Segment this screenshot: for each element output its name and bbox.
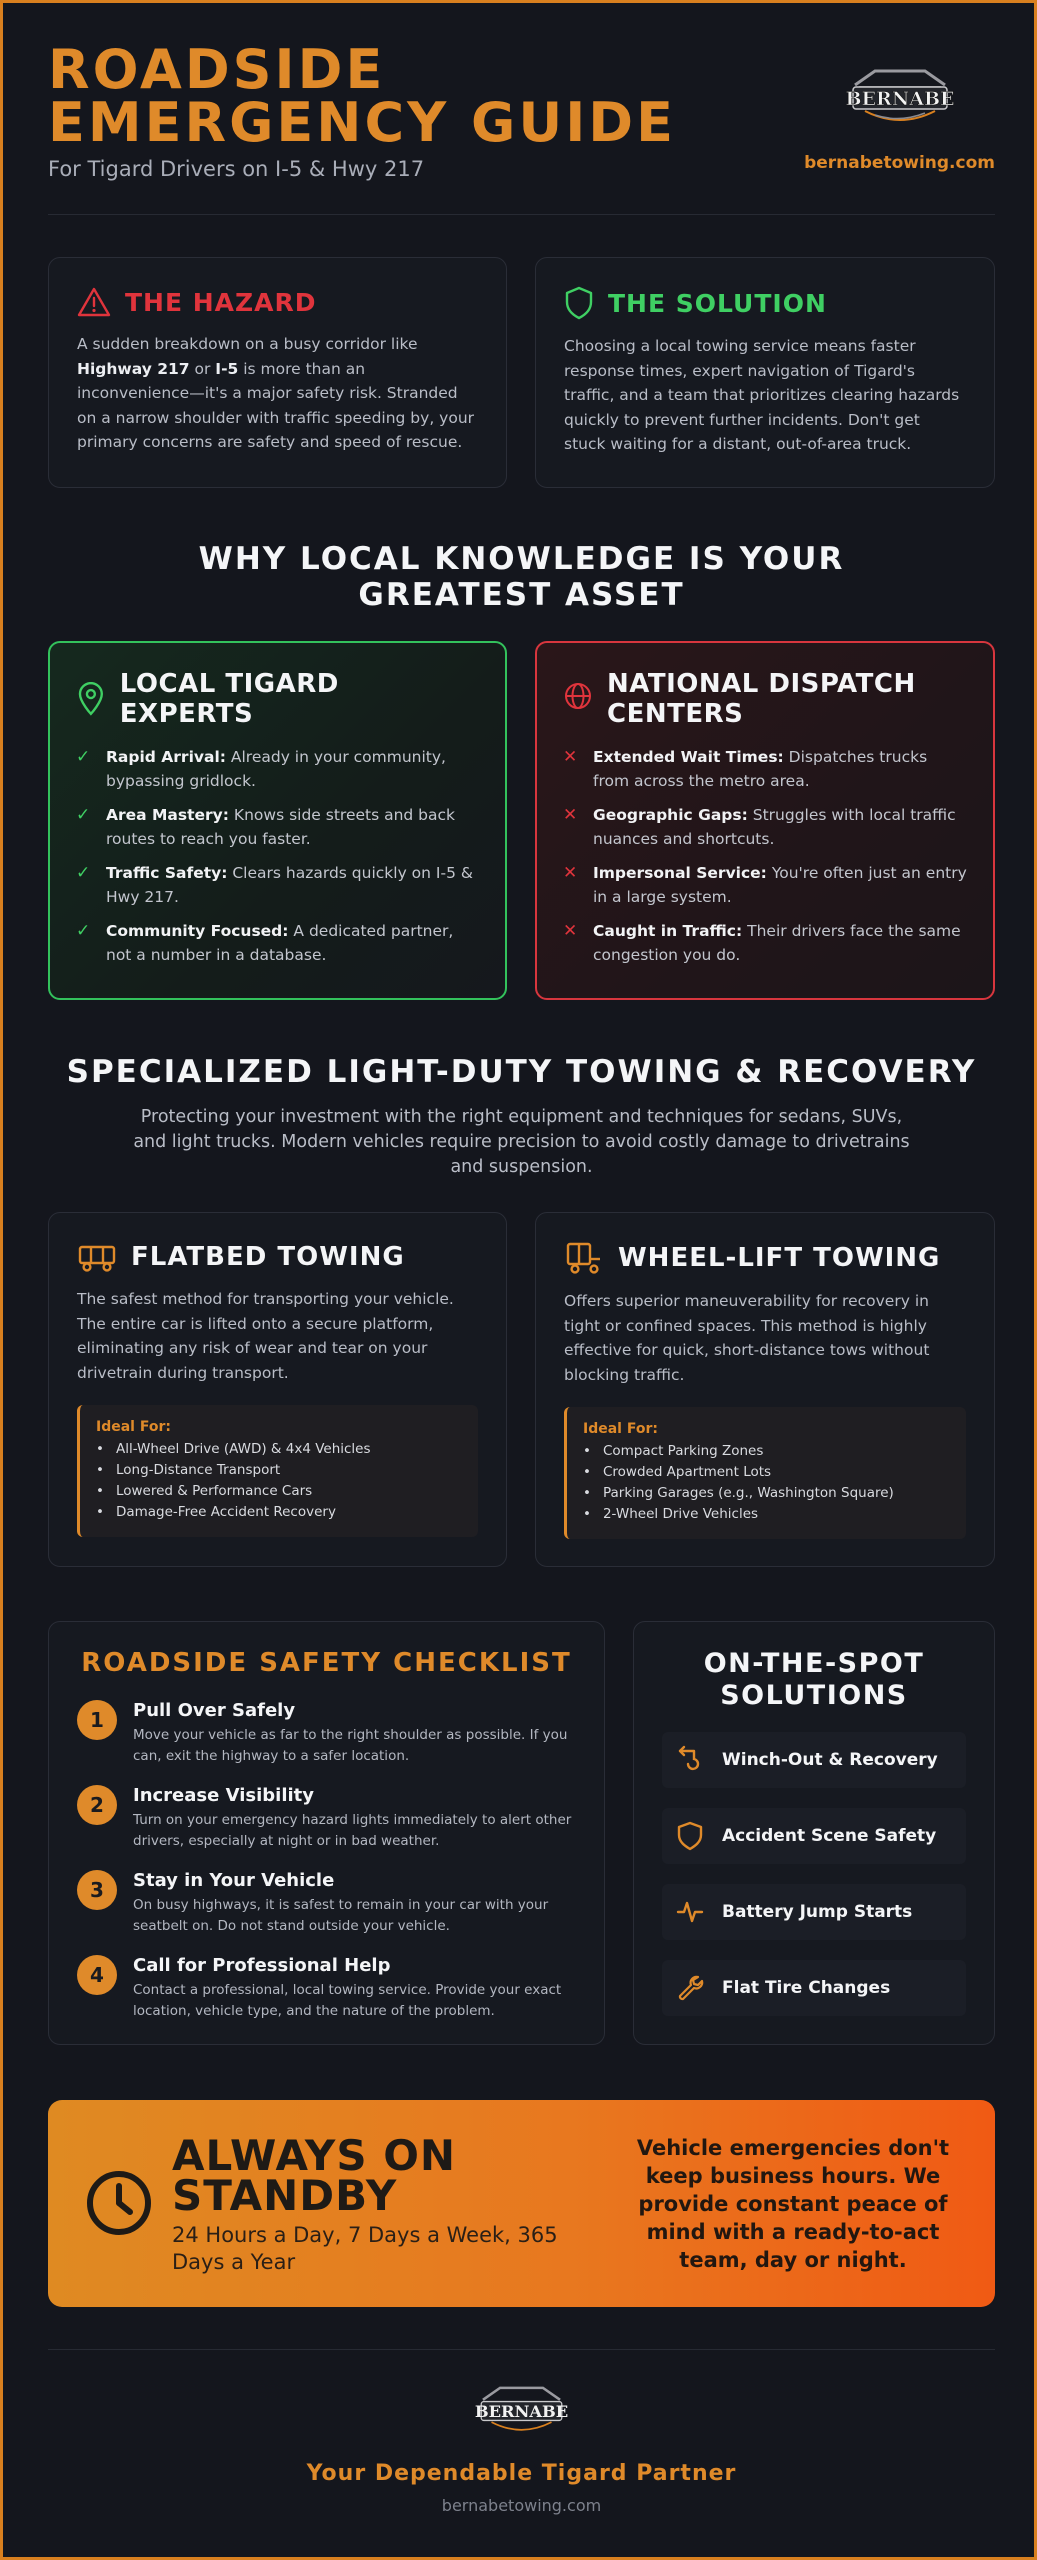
step-description: On busy highways, it is safest to remain in your car with your seatbelt on. Do not stand outside your vehicle. (133, 1897, 549, 1934)
local-advantages-list (76, 745, 479, 967)
solution-label: Accident Scene Safety (722, 1826, 937, 1846)
checklist-step (77, 1785, 576, 1852)
list-item-label: Extended Wait Times: (593, 748, 784, 766)
flatbed-card (48, 1212, 507, 1567)
list-item-description: Clears hazards quickly on I-5 & Hwy 217. (106, 864, 473, 906)
company-logo[interactable] (845, 63, 955, 133)
solution-label: Flat Tire Changes (722, 1978, 891, 1998)
x-mark-icon: ✕ (563, 921, 578, 941)
standby-message: Vehicle emergencies don't keep business hours. We provide constant peace of mind with a ready-to-act team, day or night. (636, 2136, 950, 2272)
flatbed-text: The safest method for transporting your vehicle. The entire car is lifted onto a secure platform, eliminating any risk of wear and tear on your drivetrain during transport. (77, 1290, 454, 1382)
checkmark-icon: ✓ (76, 747, 91, 767)
list-item-text (106, 745, 479, 793)
list-item-description: You're often just an entry in a large system. (593, 864, 967, 906)
step-title: Call for Professional Help (133, 1955, 391, 1976)
list-item-label: Traffic Safety: (106, 864, 228, 882)
hazard-text: A sudden breakdown on a busy corridor like Highway 217 or I-5 is more than an inconvenience—it's a major safety risk. Stranded on a narrow shoulder with traffic speeding by, your primary concerns are safety and speed of rescue. (77, 335, 475, 451)
wheellift-ideal-list (583, 1441, 950, 1525)
list-item-label: Community Focused: (106, 922, 289, 940)
ideal-list-item: • Damage-Free Accident Recovery (96, 1502, 462, 1523)
list-item-description: Their drivers face the same congestion you do. (593, 922, 961, 964)
shield-icon (564, 286, 594, 320)
list-item-label: Rapid Arrival: (106, 748, 226, 766)
footer-logo[interactable] (473, 2381, 570, 2441)
checklist-step (77, 1870, 576, 1937)
list-item-description: Struggles with local traffic nuances and shortcuts. (593, 806, 956, 848)
step-content (133, 1700, 576, 1767)
local-experts-title: LOCAL TIGARD EXPERTS (119, 669, 339, 729)
list-item (76, 919, 479, 967)
checklist-step (77, 1955, 576, 2022)
step-number-badge: 4 (77, 1955, 117, 1995)
list-item-text (106, 861, 479, 909)
page-subtitle: For Tigard Drivers on I-5 & Hwy 217 (48, 157, 425, 181)
step-number-badge: 3 (77, 1870, 117, 1910)
solution-title: THE SOLUTION (608, 288, 827, 318)
flatbed-truck-icon (77, 1241, 117, 1273)
ideal-list-item: • Compact Parking Zones (583, 1441, 950, 1462)
solution-item[interactable] (662, 1732, 966, 1788)
step-title: Stay in Your Vehicle (133, 1870, 335, 1891)
globe-icon (563, 681, 593, 711)
footer-logo-wordmark: BERNABE (474, 2402, 569, 2421)
winch-hook-icon (676, 1745, 706, 1775)
logo-emblem (845, 63, 955, 133)
list-item-text (593, 861, 967, 909)
local-experts-card (48, 641, 507, 1000)
step-number-badge: 2 (77, 1785, 117, 1825)
ideal-list-item: • Long-Distance Transport (96, 1460, 462, 1481)
list-item-description: Already in your community, bypassing gridlock. (106, 748, 446, 790)
clock-icon (84, 2168, 154, 2238)
list-item-description: Knows side streets and back routes to reach you faster. (106, 806, 456, 848)
logo-wordmark: BERNABE (845, 88, 955, 110)
towing-intro: Protecting your investment with the right equipment and techniques for sedans, SUVs, and light trucks. Modern vehicles require precision to avoid costly damage to drivetrains and suspension. (133, 1107, 910, 1177)
solution-item[interactable] (662, 1960, 966, 2016)
step-title: Increase Visibility (133, 1785, 315, 1806)
wheellift-title: WHEEL-LIFT TOWING (618, 1243, 941, 1273)
list-item-label: Geographic Gaps: (593, 806, 748, 824)
step-number-badge: 1 (77, 1700, 117, 1740)
list-item-text (106, 803, 479, 851)
solution-label: Winch-Out & Recovery (722, 1750, 938, 1770)
wheellift-text: Offers superior maneuverability for recovery in tight or confined spaces. This method is highly effective for quick, short-distance tows without blocking traffic. (564, 1292, 930, 1384)
list-item (563, 745, 967, 793)
wheellift-card (535, 1212, 995, 1567)
list-item-description: Dispatches trucks from across the metro area. (593, 748, 928, 790)
solutions-list (662, 1732, 966, 2016)
national-dispatch-card (535, 641, 995, 1000)
list-item-text (593, 803, 967, 851)
checklist-step (77, 1700, 576, 1767)
standby-title: ALWAYS ON STANDBY (172, 2131, 457, 2220)
step-description: Move your vehicle as far to the right shoulder as possible. If you can, exit the highway to a safer location. (133, 1727, 568, 1764)
footer-website[interactable]: bernabetowing.com (441, 2496, 602, 2515)
map-pin-icon (76, 682, 106, 716)
ideal-list-item: • All-Wheel Drive (AWD) & 4x4 Vehicles (96, 1439, 462, 1460)
step-description: Turn on your emergency hazard lights immediately to alert other drivers, especially at night or in bad weather. (133, 1812, 572, 1849)
step-content (133, 1870, 576, 1937)
list-item (563, 919, 967, 967)
solution-item[interactable] (662, 1884, 966, 1940)
page-title: ROADSIDE EMERGENCY GUIDE (48, 38, 677, 154)
hazard-card (48, 257, 507, 488)
towing-section-title: SPECIALIZED LIGHT-DUTY TOWING & RECOVERY (66, 1054, 977, 1090)
flatbed-title: FLATBED TOWING (131, 1242, 405, 1272)
wheellift-ideal-box (564, 1407, 966, 1539)
solution-text: Choosing a local towing service means faster response times, expert navigation of Tigard's traffic, and a team that prioritizes clearing hazards quickly to prevent further incidents. Don't get stuck waiting for a distant, out-of-area truck. (564, 337, 960, 453)
local-section-title: WHY LOCAL KNOWLEDGE IS YOUR GREATEST ASSET (198, 541, 845, 613)
on-the-spot-card (633, 1621, 995, 2045)
solutions-title: ON-THE-SPOT SOLUTIONS (703, 1648, 925, 1711)
list-item-description: A dedicated partner, not a number in a database. (106, 922, 454, 964)
checklist-steps (77, 1700, 576, 2022)
list-item (563, 861, 967, 909)
pulse-icon (676, 1897, 706, 1927)
national-drawbacks-list (563, 745, 967, 967)
ideal-list-item: • Lowered & Performance Cars (96, 1481, 462, 1502)
list-item (76, 861, 479, 909)
checklist-title: ROADSIDE SAFETY CHECKLIST (81, 1648, 572, 1678)
flatbed-ideal-box (77, 1405, 478, 1537)
wrench-icon (676, 1973, 706, 2003)
step-title: Pull Over Safely (133, 1700, 296, 1721)
list-item-label: Caught in Traffic: (593, 922, 743, 940)
step-content (133, 1955, 576, 2022)
flatbed-ideal-list (96, 1439, 462, 1523)
ideal-list-item: • Crowded Apartment Lots (583, 1462, 950, 1483)
standby-banner (48, 2100, 995, 2307)
ideal-list-item: • Parking Garages (e.g., Washington Square) (583, 1483, 950, 1504)
solution-label: Battery Jump Starts (722, 1902, 913, 1922)
x-mark-icon: ✕ (563, 747, 578, 767)
x-mark-icon: ✕ (563, 863, 578, 883)
step-content (133, 1785, 576, 1852)
flatbed-ideal-label: Ideal For: (96, 1419, 171, 1435)
header (48, 38, 995, 215)
website-link[interactable]: bernabetowing.com (804, 153, 995, 173)
x-mark-icon: ✕ (563, 805, 578, 825)
step-description: Contact a professional, local towing service. Provide your exact location, vehicle type, and the nature of the problem. (133, 1982, 562, 2019)
list-item-label: Impersonal Service: (593, 864, 767, 882)
checkmark-icon: ✓ (76, 921, 91, 941)
checkmark-icon: ✓ (76, 863, 91, 883)
safety-checklist-card (48, 1621, 605, 2045)
footer-logo-emblem (473, 2381, 570, 2441)
footer-divider (48, 2349, 995, 2350)
ideal-list-item: • 2-Wheel Drive Vehicles (583, 1504, 950, 1525)
warning-triangle-icon (77, 286, 111, 318)
list-item (563, 803, 967, 851)
list-item-text (593, 745, 967, 793)
footer-tagline: Your Dependable Tigard Partner (306, 2461, 737, 2486)
list-item-label: Area Mastery: (106, 806, 229, 824)
wheel-lift-truck-icon (564, 1241, 604, 1275)
wheellift-ideal-label: Ideal For: (583, 1421, 658, 1437)
standby-subtitle: 24 Hours a Day, 7 Days a Week, 365 Days a Year (172, 2223, 558, 2274)
hazard-title: THE HAZARD (125, 287, 317, 317)
solution-item[interactable] (662, 1808, 966, 1864)
solution-card (535, 257, 995, 488)
header-divider (48, 214, 995, 215)
list-item (76, 745, 479, 793)
list-item-text (106, 919, 479, 967)
national-dispatch-title: NATIONAL DISPATCH CENTERS (607, 669, 916, 729)
list-item-text (593, 919, 967, 967)
checkmark-icon: ✓ (76, 805, 91, 825)
shield-icon (676, 1821, 706, 1851)
list-item (76, 803, 479, 851)
